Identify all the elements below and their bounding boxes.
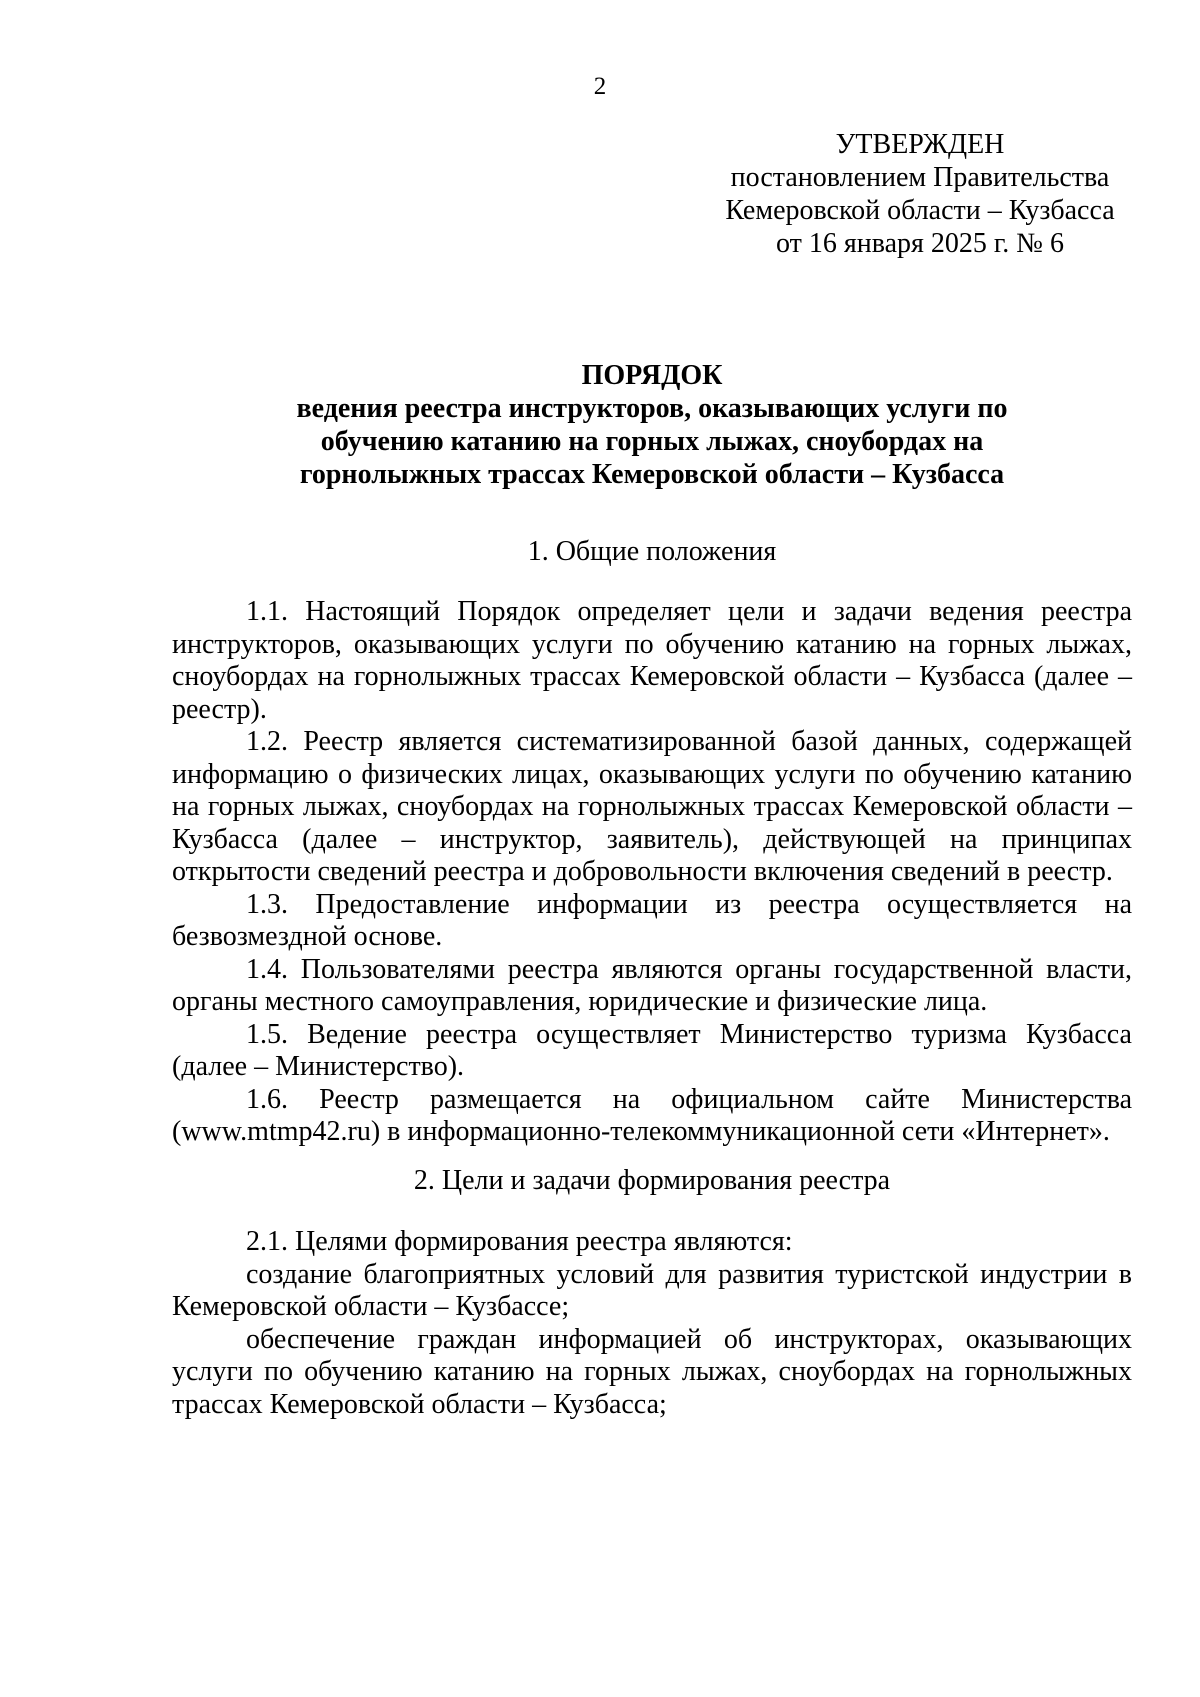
section-2-body: [172, 1226, 1132, 1421]
document-subtitle-line: горнолыжных трассах Кемеровской области – Кузбасса: [299, 459, 1005, 490]
section-2: [172, 1165, 1132, 1198]
paragraph-1-6: 1.6. Реестр размещается на официальном сайте Министерства (www.mtmp42.ru) в информационно-телекоммуникационной сети «Интернет».: [172, 1083, 1132, 1147]
paragraph-1-1: 1.1. Настоящий Порядок определяет цели и задачи ведения реестра инструкторов, оказывающих услуги по обучению катанию на горных лыжах, сноубордах на горнолыжных трассах Кемеровской области – Кузбасса (далее – реестр).: [172, 596, 1132, 725]
page-number: 2: [593, 73, 607, 100]
section-1: [172, 536, 1132, 569]
paragraph-1-2: 1.2. Реестр является систематизированной базой данных, содержащей информацию о физических лицах, оказывающих услуги по обучению катанию на горных лыжах, сноубордах на горнолыжных трассах Кемеровской области – Кузбасса (далее – инструктор, заявитель), действующей на принципах открытости сведений реестра и добровольности включения сведений в реестр.: [172, 726, 1132, 887]
section-1-body: [172, 596, 1132, 1149]
document-subtitle-line: ведения реестра инструкторов, оказывающих услуги по: [296, 393, 1008, 424]
paragraph-1-4: 1.4. Пользователями реестра являются органы государственной власти, органы местного самоуправления, юридические и физические лица.: [172, 953, 1132, 1017]
paragraph-1-5: 1.5. Ведение реестра осуществляет Министерство туризма Кузбасса (далее – Министерство).: [172, 1018, 1132, 1082]
approval-date-line: от 16 января 2025 г. № 6: [776, 228, 1064, 259]
approval-stamp-block: [700, 128, 1140, 260]
paragraph-2-1: 2.1. Целями формирования реестра являются:: [246, 1226, 793, 1257]
approval-line: УТВЕРЖДЕН: [835, 129, 1005, 160]
document-subtitle-line: обучению катанию на горных лыжах, сноубордах на: [320, 426, 984, 457]
paragraph-1-3: 1.3. Предоставление информации из реестра осуществляется на безвозмездной основе.: [172, 888, 1132, 952]
document-heading: [172, 359, 1132, 491]
section-title: 1. Общие положения: [527, 536, 777, 567]
section-title: 2. Цели и задачи формирования реестра: [413, 1165, 891, 1196]
approval-line: постановлением Правительства: [730, 162, 1110, 193]
paragraph-2-1-item: обеспечение граждан информацией об инструкторах, оказывающих услуги по обучению катанию на горных лыжах, сноубордах на горнолыжных трассах Кемеровской области – Кузбасса;: [172, 1323, 1132, 1420]
approval-line: Кемеровской области – Кузбасса: [725, 195, 1115, 226]
document-title: ПОРЯДОК: [581, 360, 723, 391]
paragraph-2-1-item: создание благоприятных условий для развития туристской индустрии в Кемеровской области – Кузбассе;: [172, 1258, 1132, 1322]
